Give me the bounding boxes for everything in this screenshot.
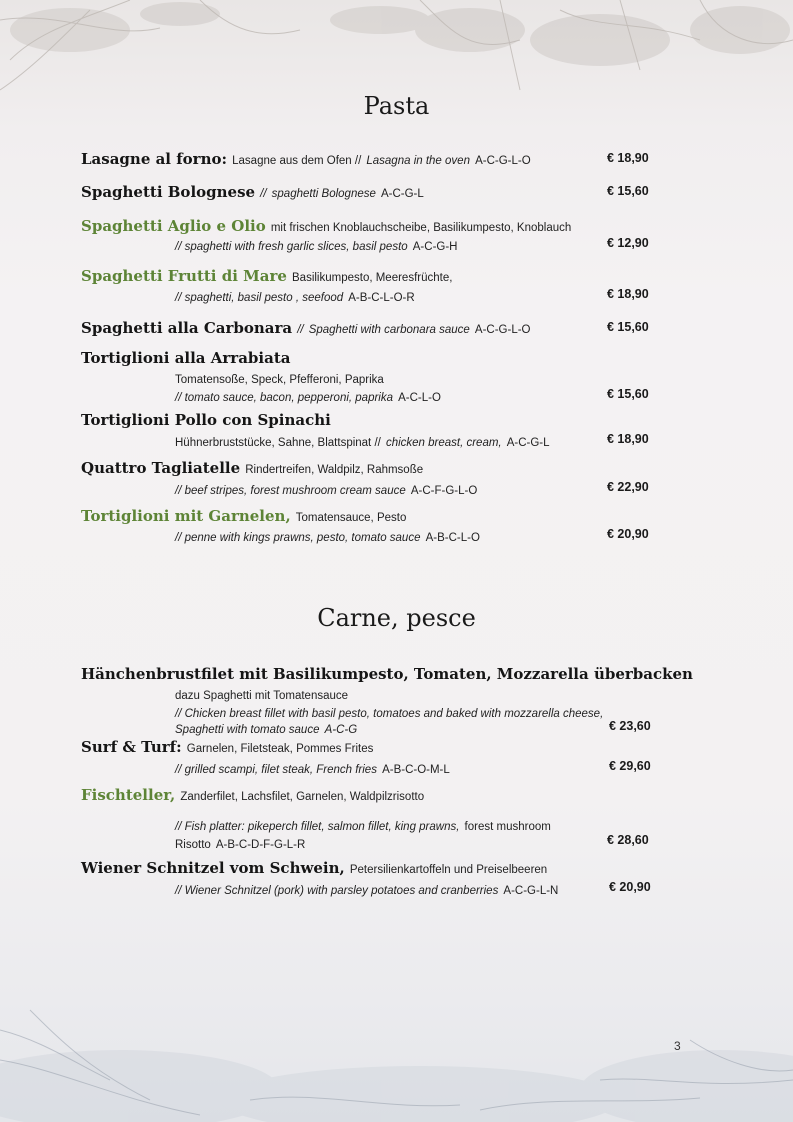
- dish-name: Tortiglioni mit Garnelen,: [81, 507, 291, 525]
- dish-name: Tortiglioni alla Arrabiata: [81, 349, 291, 367]
- dish-name: Fischteller,: [81, 786, 176, 804]
- allergen-codes: A-C-G-L: [380, 188, 424, 200]
- dish-description-en: // Wiener Schnitzel (pork) with parsley potatoes and cranberries: [175, 885, 499, 897]
- allergen-codes: A-C-G-L: [506, 437, 550, 449]
- dish-description-de: dazu Spaghetti mit Tomatensauce: [175, 690, 349, 702]
- separator: //: [297, 324, 304, 336]
- price: € 18,90: [607, 151, 649, 165]
- dish-description-en: spaghetti Bolognese: [271, 188, 376, 200]
- dish-name: Wiener Schnitzel vom Schwein,: [81, 859, 345, 877]
- allergen-codes: A-B-C-O-M-L: [382, 764, 450, 776]
- dish-description-de: Petersilienkartoffeln und Preiselbeeren: [349, 864, 548, 876]
- allergen-codes: A-C-L-O: [398, 392, 441, 404]
- dish-description-de: Zanderfilet, Lachsfilet, Garnelen, Waldpilzrisotto: [180, 791, 425, 803]
- allergen-codes: A-C-G-L-N: [503, 885, 559, 897]
- allergen-codes: A-C-G: [324, 724, 358, 736]
- dish-name: Surf & Turf:: [81, 738, 182, 756]
- page-number: 3: [674, 1039, 681, 1053]
- dish-name: Lasagne al forno:: [81, 150, 228, 168]
- allergen-codes: A-B-C-D-F-G-L-R: [215, 839, 306, 851]
- price: € 12,90: [607, 236, 649, 250]
- dish-name: Spaghetti Frutti di Mare: [81, 267, 287, 285]
- dish-name: Tortiglioni Pollo con Spinachi: [81, 411, 331, 429]
- dish-description-de: Garnelen, Filetsteak, Pommes Frites: [186, 743, 374, 755]
- dish-description-en: // spaghetti, basil pesto , seefood: [175, 292, 344, 304]
- price: € 23,60: [609, 719, 651, 733]
- allergen-codes: A-C-F-G-L-O: [410, 485, 478, 497]
- allergen-codes: A-B-C-L-O-R: [348, 292, 415, 304]
- dish-description-de: mit frischen Knoblauchscheibe, Basilikumpesto, Knoblauch: [270, 222, 572, 234]
- dish-description-en: // penne with kings prawns, pesto, tomato sauce: [175, 532, 421, 544]
- price: € 18,90: [607, 432, 649, 446]
- dish-description-en: // beef stripes, forest mushroom cream sauce: [175, 485, 406, 497]
- dish-description-en: Spaghetti with carbonara sauce: [308, 324, 470, 336]
- dish-description-en: // tomato sauce, bacon, pepperoni, paprika: [175, 392, 394, 404]
- price: € 28,60: [607, 833, 649, 847]
- allergen-codes: A-C-G-H: [412, 241, 458, 253]
- price: € 20,90: [607, 527, 649, 541]
- price: € 22,90: [607, 480, 649, 494]
- dish-name: Spaghetti alla Carbonara: [81, 319, 293, 337]
- dish-description-en: chicken breast, cream,: [385, 437, 502, 449]
- dish-description-en: Lasagna in the oven: [366, 155, 470, 167]
- price: € 15,60: [607, 184, 649, 198]
- dish-description-de: Rindertreifen, Waldpilz, Rahmsoße: [245, 464, 424, 476]
- dish-description-de: Tomatensoße, Speck, Pfefferoni, Paprika: [175, 374, 384, 386]
- dish-description-en: // spaghetti with fresh garlic slices, basil pesto: [175, 241, 408, 253]
- dish-description-de: Hühnerbruststücke, Sahne, Blattspinat //: [175, 437, 381, 449]
- dish-description-de: Basilikumpesto, Meeresfrüchte,: [292, 272, 453, 284]
- separator: //: [260, 188, 267, 200]
- price: € 15,60: [607, 320, 649, 334]
- dish-description-en: // Fish platter: pikeperch fillet, salmon fillet, king prawns,: [175, 821, 460, 833]
- dish-description-en: // grilled scampi, filet steak, French fries: [175, 764, 377, 776]
- section-heading-pasta: Pasta: [363, 92, 430, 120]
- watercolor-foliage-decoration: [0, 0, 793, 150]
- allergen-codes: A-C-G-L-O: [474, 324, 531, 336]
- dish-description-de-cont: forest mushroom: [464, 821, 551, 833]
- price: € 15,60: [607, 387, 649, 401]
- dish-name: Spaghetti Bolognese: [81, 183, 256, 201]
- dish-description-de: Tomatensauce, Pesto: [295, 512, 407, 524]
- section-heading-carne-pesce: Carne, pesce: [317, 604, 476, 632]
- allergen-codes: A-B-C-L-O: [425, 532, 480, 544]
- dish-description-de: Lasagne aus dem Ofen //: [232, 155, 362, 167]
- dish-description-en-cont: Spaghetti with tomato sauce: [175, 724, 320, 736]
- dish-name: Spaghetti Aglio e Olio: [81, 217, 266, 235]
- allergen-codes: A-C-G-L-O: [475, 155, 531, 167]
- dish-description-en: // Chicken breast fillet with basil pesto, tomatoes and baked with mozzarella cheese,: [175, 708, 604, 720]
- price: € 20,90: [609, 880, 651, 894]
- dish-name: Hänchenbrustfilet mit Basilikumpesto, Tomaten, Mozzarella überbacken: [81, 665, 693, 683]
- dish-description-de-cont2: Risotto: [175, 839, 211, 851]
- price: € 18,90: [607, 287, 649, 301]
- price: € 29,60: [609, 759, 651, 773]
- dish-name: Quattro Tagliatelle: [81, 459, 241, 477]
